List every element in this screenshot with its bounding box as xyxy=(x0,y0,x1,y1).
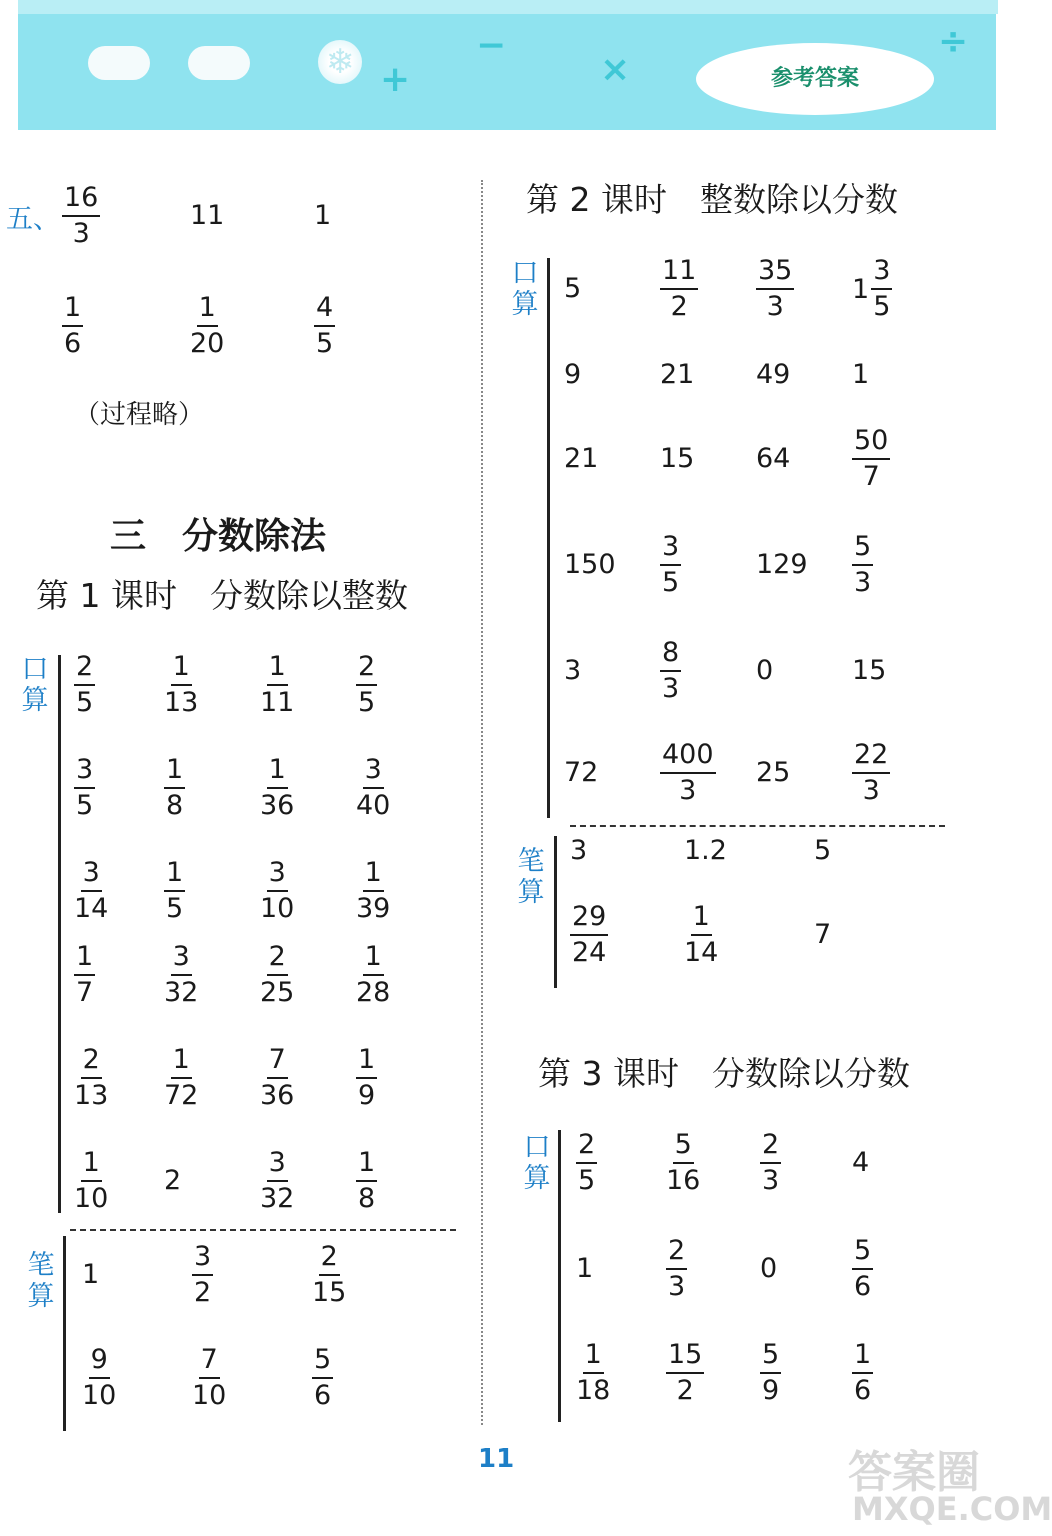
answer-cell: 15 xyxy=(852,655,887,686)
denominator: 9 xyxy=(358,1080,376,1111)
fraction xyxy=(314,293,335,359)
numerator: 7 xyxy=(199,1345,220,1379)
denominator: 2 xyxy=(194,1277,212,1308)
numerator: 5 xyxy=(852,532,873,566)
denominator: 5 xyxy=(166,893,184,924)
numerator: 3 xyxy=(192,1242,213,1276)
fraction xyxy=(666,1340,704,1406)
snowflake-icon: ❄ xyxy=(318,40,362,84)
numerator: 4 xyxy=(314,293,335,327)
lesson3-kousuan-tag: 口算 xyxy=(523,1132,551,1194)
answer-cell: 3 xyxy=(570,835,588,866)
times-icon: × xyxy=(600,49,631,90)
denominator: 10 xyxy=(74,1183,109,1214)
fraction xyxy=(356,755,390,821)
fraction xyxy=(871,256,892,322)
numerator: 9 xyxy=(89,1345,110,1379)
denominator: 40 xyxy=(356,790,391,821)
fraction xyxy=(260,942,294,1008)
answer-cell: 15 xyxy=(660,443,695,474)
answer-cell: 129 xyxy=(756,549,808,580)
cloud-rain-icon xyxy=(188,46,250,80)
denominator: 2 xyxy=(676,1375,694,1406)
numerator: 1 xyxy=(583,1340,604,1374)
denominator: 6 xyxy=(314,1380,332,1411)
divide-icon: ÷ xyxy=(938,21,969,62)
answer-cell: 11 xyxy=(190,200,225,231)
numerator: 2 xyxy=(760,1130,781,1164)
fraction xyxy=(756,256,794,322)
fraction xyxy=(74,652,95,718)
denominator: 24 xyxy=(572,937,607,968)
numerator: 1 xyxy=(356,1045,377,1079)
numerator: 5 xyxy=(312,1345,333,1379)
numerator: 22 xyxy=(852,740,890,774)
numerator: 1 xyxy=(171,1045,192,1079)
denominator: 7 xyxy=(76,977,94,1008)
numerator: 1 xyxy=(74,942,95,976)
lesson3-title: 第 3 课时 分数除以分数 xyxy=(538,1054,910,1093)
denominator: 6 xyxy=(854,1375,872,1406)
denominator: 14 xyxy=(74,893,109,924)
lesson1-bisuan-tag: 笔算 xyxy=(27,1250,55,1312)
lesson3-kousuan-bar xyxy=(558,1130,561,1422)
fraction xyxy=(260,755,294,821)
numerator: 1 xyxy=(62,293,83,327)
section-five-label: 五、 xyxy=(6,204,60,235)
numerator: 35 xyxy=(756,256,794,290)
fraction xyxy=(74,942,95,1008)
fraction xyxy=(852,1236,873,1302)
answer-cell: 150 xyxy=(564,549,616,580)
fraction xyxy=(660,256,698,322)
numerator: 8 xyxy=(660,638,681,672)
lesson1-bisuan-bar xyxy=(63,1236,66,1431)
denominator: 18 xyxy=(576,1375,611,1406)
denominator: 10 xyxy=(82,1380,117,1411)
denominator: 10 xyxy=(192,1380,227,1411)
numerator: 1 xyxy=(356,1148,377,1182)
lesson2-bisuan-bar xyxy=(554,836,557,988)
answer-cell: 5 xyxy=(564,273,582,304)
fraction xyxy=(356,1045,377,1111)
numerator: 1 xyxy=(691,902,712,936)
lesson1-kousuan-bar xyxy=(58,655,61,1213)
lesson2-kousuan-bar xyxy=(547,258,550,818)
fraction xyxy=(852,532,873,598)
numerator: 3 xyxy=(171,942,192,976)
denominator: 11 xyxy=(260,687,295,718)
denominator: 39 xyxy=(356,893,391,924)
answer-cell: 21 xyxy=(660,359,695,390)
fraction xyxy=(660,532,681,598)
fraction xyxy=(576,1130,597,1196)
chapter-title: 三 分数除法 xyxy=(110,516,327,557)
answer-cell: 25 xyxy=(756,757,791,788)
denominator: 5 xyxy=(578,1165,596,1196)
numerator: 3 xyxy=(267,1148,288,1182)
fraction xyxy=(192,1242,213,1308)
numerator: 3 xyxy=(267,858,288,892)
denominator: 5 xyxy=(316,328,334,359)
answer-cell: 4 xyxy=(852,1147,870,1178)
fraction xyxy=(312,1345,333,1411)
fraction xyxy=(62,293,83,359)
fraction xyxy=(192,1345,226,1411)
lesson1-title: 第 1 课时 分数除以整数 xyxy=(36,576,408,615)
fraction xyxy=(260,1045,294,1111)
denominator: 5 xyxy=(873,291,891,322)
fraction xyxy=(190,293,224,359)
answer-key-badge: 参考答案 xyxy=(696,43,934,115)
lesson1-dashed-separator xyxy=(70,1229,456,1231)
lesson2-dashed-separator xyxy=(570,825,945,827)
mixed-number xyxy=(852,256,892,322)
process-omitted-note: （过程略） xyxy=(74,400,205,430)
answer-cell: 1.2 xyxy=(684,835,727,866)
answer-cell: 9 xyxy=(564,359,582,390)
denominator: 14 xyxy=(684,937,719,968)
fraction xyxy=(260,1148,294,1214)
denominator: 9 xyxy=(762,1375,780,1406)
fraction xyxy=(666,1236,687,1302)
numerator: 2 xyxy=(74,652,95,686)
answer-cell: 1 xyxy=(82,1259,100,1290)
fraction xyxy=(164,1045,198,1111)
fraction xyxy=(356,858,390,924)
denominator: 8 xyxy=(358,1183,376,1214)
denominator: 25 xyxy=(260,977,295,1008)
fraction xyxy=(312,1242,346,1308)
denominator: 13 xyxy=(74,1080,109,1111)
header-banner xyxy=(18,0,996,130)
fraction xyxy=(760,1340,781,1406)
fraction xyxy=(570,902,608,968)
numerator: 1 xyxy=(852,1340,873,1374)
minus-icon: − xyxy=(476,25,507,66)
numerator: 1 xyxy=(197,293,218,327)
fraction xyxy=(164,858,185,924)
cloud-icon xyxy=(88,46,150,80)
denominator: 3 xyxy=(854,567,872,598)
denominator: 2 xyxy=(670,291,688,322)
numerator: 1 xyxy=(164,755,185,789)
answer-cell: 72 xyxy=(564,757,599,788)
denominator: 16 xyxy=(666,1165,701,1196)
answer-cell: 2 xyxy=(164,1165,182,1196)
denominator: 3 xyxy=(668,1271,686,1302)
fraction xyxy=(852,426,890,492)
numerator: 2 xyxy=(356,652,377,686)
denominator: 3 xyxy=(762,1165,780,1196)
fraction xyxy=(356,652,377,718)
watermark-logo: 答案圈 xyxy=(848,1447,980,1498)
answer-cell: 5 xyxy=(814,835,832,866)
answer-cell: 1 xyxy=(852,359,870,390)
denominator: 3 xyxy=(862,775,880,806)
numerator: 3 xyxy=(74,755,95,789)
denominator: 5 xyxy=(358,687,376,718)
denominator: 5 xyxy=(662,567,680,598)
numerator: 1 xyxy=(171,652,192,686)
numerator: 50 xyxy=(852,426,890,460)
answer-cell: 7 xyxy=(814,919,832,950)
plus-icon: + xyxy=(380,59,411,100)
numerator: 1 xyxy=(267,652,288,686)
answer-cell: 49 xyxy=(756,359,791,390)
numerator: 3 xyxy=(363,755,384,789)
lesson2-kousuan-tag: 口算 xyxy=(511,258,539,320)
fraction xyxy=(684,902,718,968)
denominator: 10 xyxy=(260,893,295,924)
answer-cell: 21 xyxy=(564,443,599,474)
fraction xyxy=(260,858,294,924)
denominator: 15 xyxy=(312,1277,347,1308)
numerator: 11 xyxy=(660,256,698,290)
denominator: 72 xyxy=(164,1080,199,1111)
fraction xyxy=(260,652,294,718)
denominator: 6 xyxy=(854,1271,872,1302)
numerator: 7 xyxy=(267,1045,288,1079)
mixed-whole: 1 xyxy=(852,273,870,305)
fraction xyxy=(852,1340,873,1406)
fraction xyxy=(576,1340,610,1406)
numerator: 1 xyxy=(164,858,185,892)
denominator: 32 xyxy=(164,977,199,1008)
fraction xyxy=(356,1148,377,1214)
fraction xyxy=(74,858,108,924)
fraction xyxy=(164,942,198,1008)
denominator: 5 xyxy=(76,687,94,718)
numerator: 15 xyxy=(666,1340,704,1374)
answer-cell: 1 xyxy=(576,1253,594,1284)
denominator: 3 xyxy=(766,291,784,322)
denominator: 36 xyxy=(260,790,295,821)
numerator: 5 xyxy=(673,1130,694,1164)
numerator: 16 xyxy=(62,183,100,217)
lesson2-bisuan-tag: 笔算 xyxy=(517,846,545,908)
answer-cell: 0 xyxy=(756,655,774,686)
fraction xyxy=(666,1130,700,1196)
denominator: 7 xyxy=(862,461,880,492)
numerator: 3 xyxy=(871,256,892,290)
fraction xyxy=(164,755,185,821)
answer-cell: 64 xyxy=(756,443,791,474)
lesson1-kousuan-tag: 口算 xyxy=(21,654,49,716)
denominator: 5 xyxy=(76,790,94,821)
fraction xyxy=(74,1148,108,1214)
fraction xyxy=(82,1345,116,1411)
numerator: 3 xyxy=(660,532,681,566)
fraction xyxy=(164,652,198,718)
fraction xyxy=(356,942,390,1008)
answer-cell: 1 xyxy=(314,200,332,231)
denominator: 28 xyxy=(356,977,391,1008)
denominator: 32 xyxy=(260,1183,295,1214)
numerator: 2 xyxy=(666,1236,687,1270)
numerator: 5 xyxy=(760,1340,781,1374)
denominator: 13 xyxy=(164,687,199,718)
denominator: 36 xyxy=(260,1080,295,1111)
watermark-url: MXQE.COM xyxy=(852,1490,1052,1528)
numerator: 1 xyxy=(363,858,384,892)
numerator: 2 xyxy=(319,1242,340,1276)
numerator: 1 xyxy=(363,942,384,976)
denominator: 3 xyxy=(72,218,90,249)
fraction xyxy=(74,1045,108,1111)
denominator: 20 xyxy=(190,328,225,359)
fraction xyxy=(760,1130,781,1196)
fraction xyxy=(660,638,681,704)
numerator: 3 xyxy=(81,858,102,892)
fraction xyxy=(852,740,890,806)
lesson2-title: 第 2 课时 整数除以分数 xyxy=(526,180,898,219)
numerator: 400 xyxy=(660,740,716,774)
numerator: 2 xyxy=(576,1130,597,1164)
fraction xyxy=(660,740,716,806)
fraction xyxy=(74,755,95,821)
answer-cell: 0 xyxy=(760,1253,778,1284)
page-number: 11 xyxy=(478,1444,515,1474)
denominator: 3 xyxy=(679,775,697,806)
numerator: 1 xyxy=(267,755,288,789)
numerator: 1 xyxy=(81,1148,102,1182)
column-divider xyxy=(481,180,483,1425)
fraction xyxy=(62,183,100,249)
numerator: 2 xyxy=(267,942,288,976)
denominator: 3 xyxy=(662,673,680,704)
numerator: 29 xyxy=(570,902,608,936)
numerator: 5 xyxy=(852,1236,873,1270)
numerator: 2 xyxy=(81,1045,102,1079)
denominator: 8 xyxy=(166,790,184,821)
denominator: 6 xyxy=(64,328,82,359)
banner-stripe xyxy=(18,0,998,14)
answer-cell: 3 xyxy=(564,655,582,686)
